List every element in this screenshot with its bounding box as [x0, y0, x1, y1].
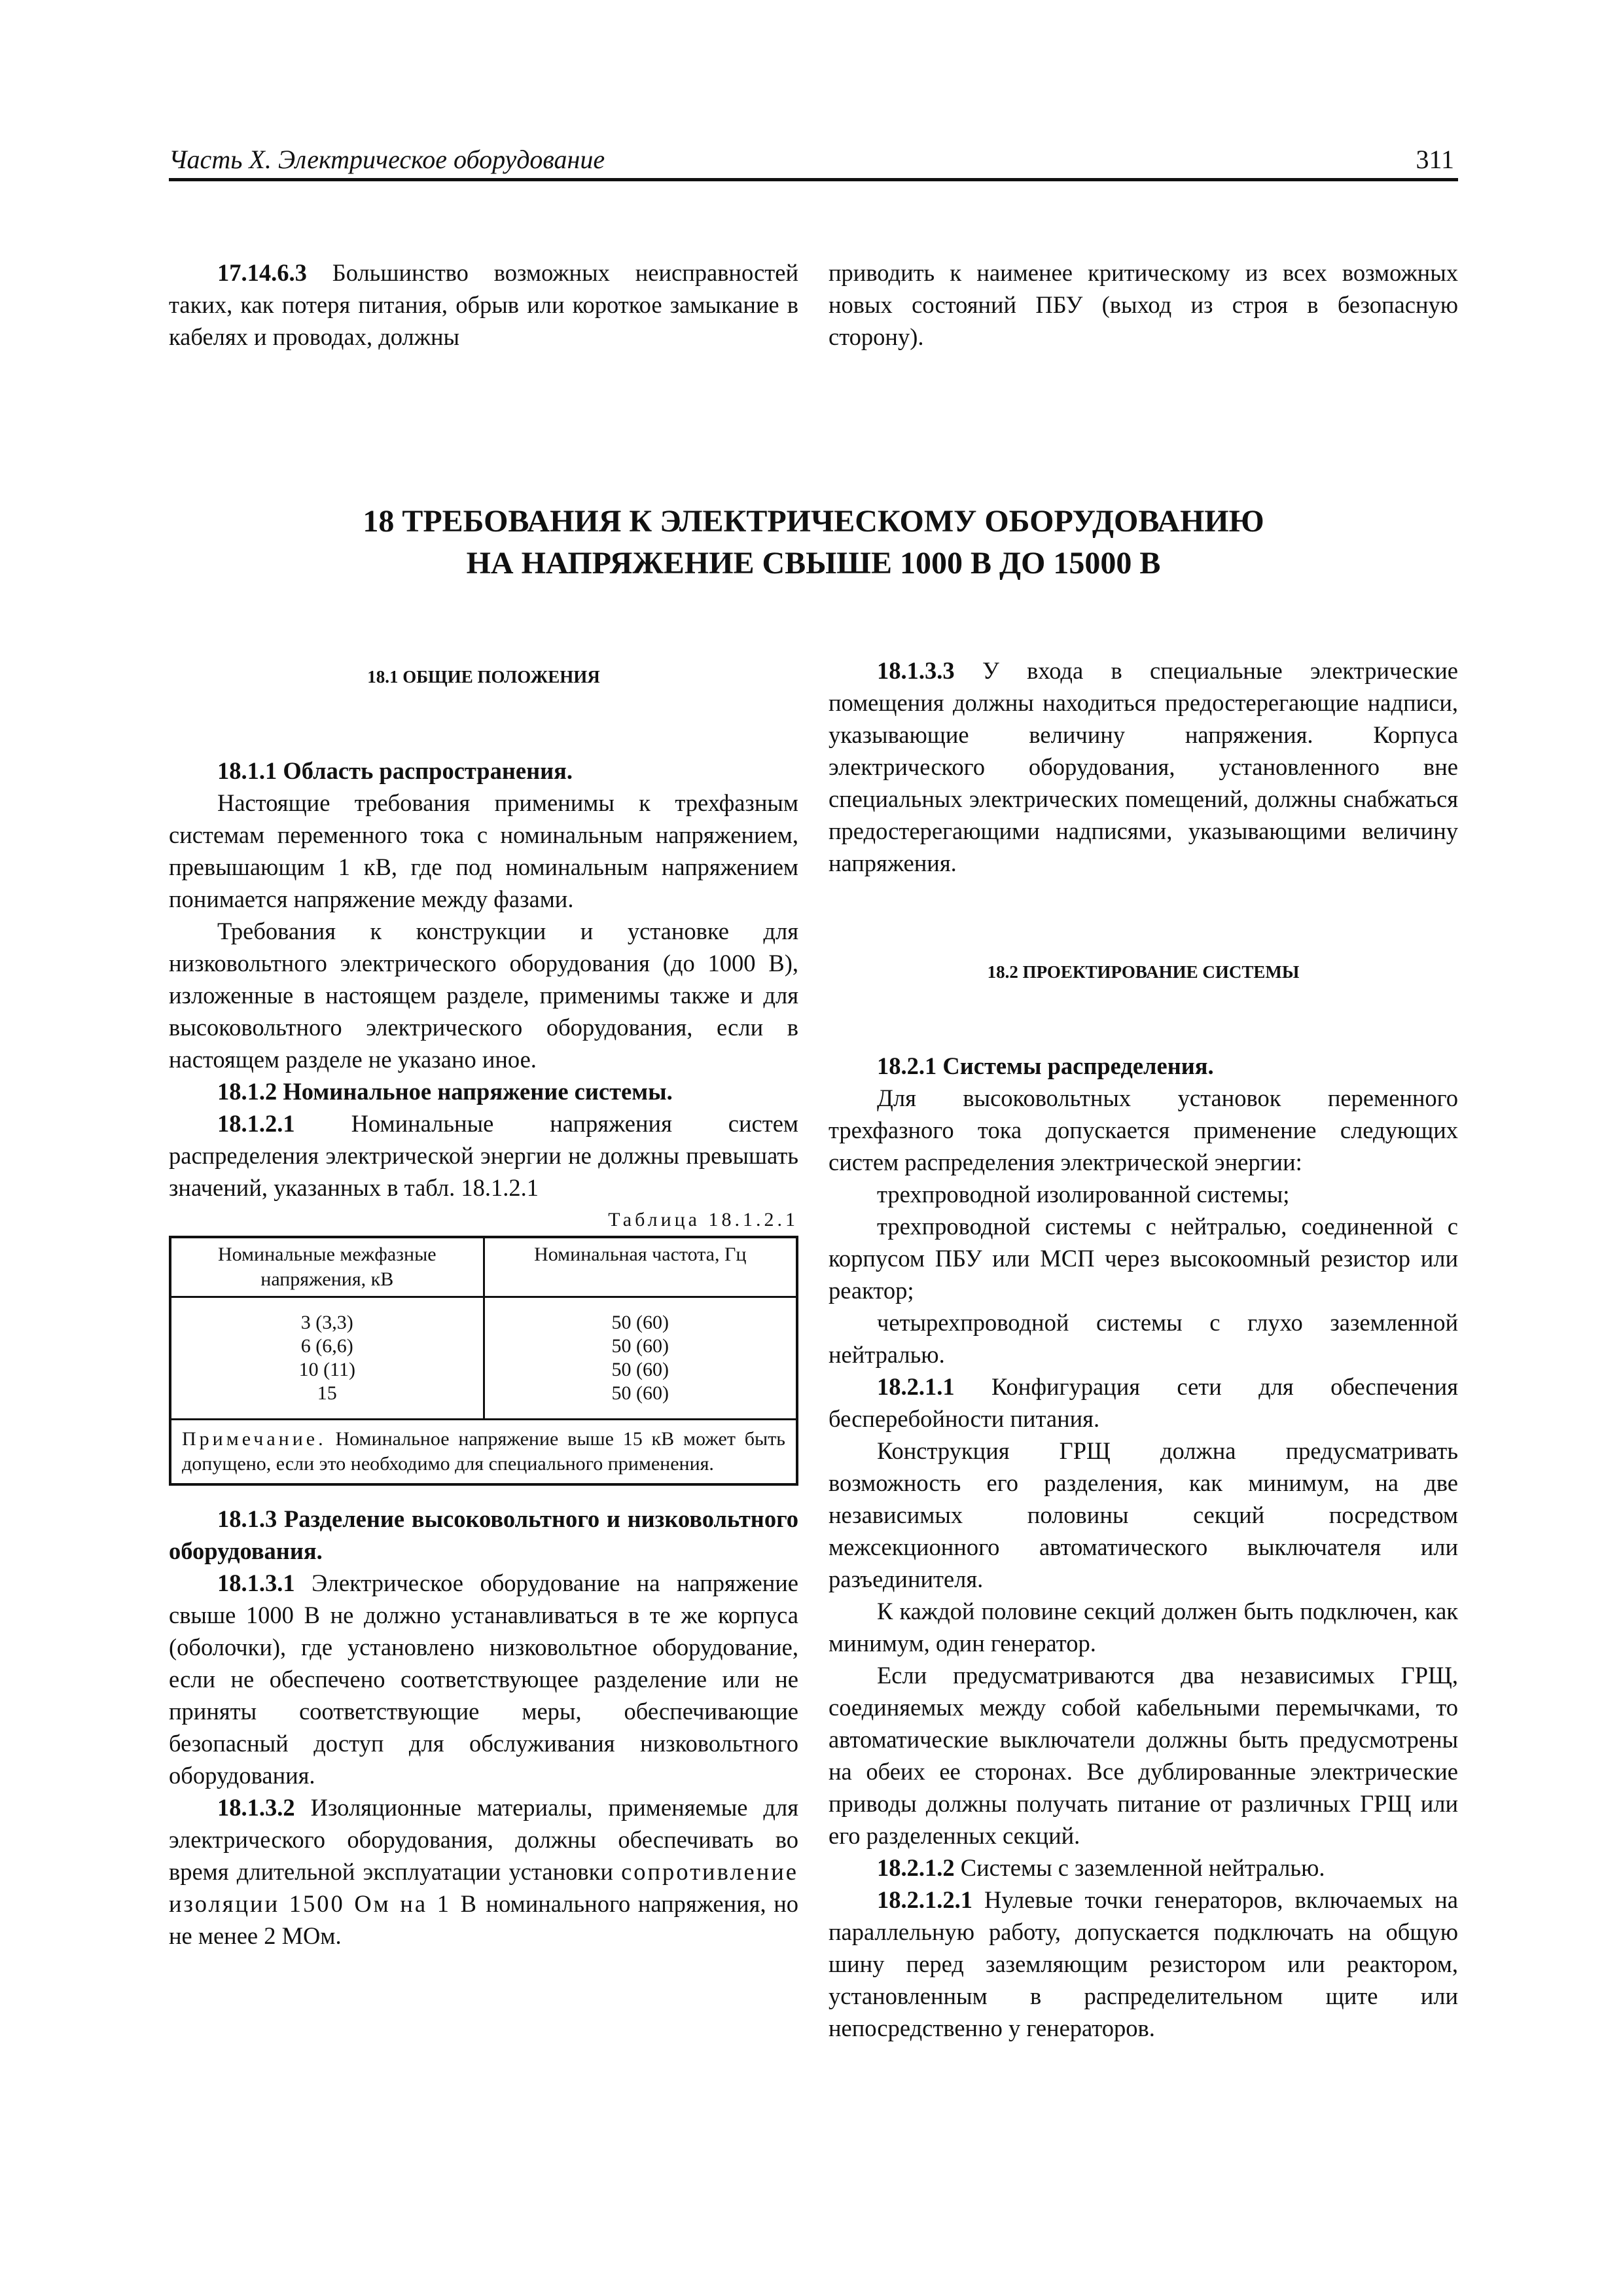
- clause-number: 17.14.6.3: [217, 259, 307, 286]
- voltage-values-cell: [170, 1297, 484, 1420]
- header-part-title: Часть X. Электрическое оборудование: [169, 145, 605, 174]
- paragraph-continuation: приводить к наименее критическому из всех возможных новых состояний ПБУ (выход из строя в безопасную сторону).: [829, 259, 1458, 350]
- clause-number: 18.1.3.3: [877, 657, 955, 684]
- table-cell: 6 (6,6): [300, 1335, 353, 1357]
- table-note: [170, 1420, 797, 1485]
- top-left-column: [169, 257, 798, 353]
- paragraph-text: Нулевые точки генераторов, включаемых на параллельную работу, допускается подключать на общую шину перед заземляющим резистором или реактором, установленным в распределительном щите или непосредственно у генераторов.: [829, 1886, 1458, 2041]
- note-label: Примечание.: [182, 1428, 327, 1450]
- table-cell: 3 (3,3): [300, 1312, 353, 1333]
- table-header-voltage: Номинальные межфазные напряжения, кВ: [170, 1237, 484, 1297]
- paragraph-generator: К каждой половине секций должен быть подключен, как минимум, один генератор.: [829, 1598, 1458, 1657]
- paragraph-distribution-systems: Для высоковольтных установок переменного трехфазного тока допускается применение следующих систем распределения электрической энергии:: [829, 1085, 1458, 1175]
- left-column: [169, 661, 798, 1952]
- paragraph-18-1-3-2: [169, 1791, 798, 1952]
- paragraph-text: Большинство возможных неисправностей таких, как потеря питания, обрыв или короткое замыкание в кабелях и проводах, должны: [169, 259, 798, 350]
- clause-number: 18.2.1.2: [877, 1854, 955, 1881]
- section-heading-18-2: 18.2 ПРОЕКТИРОВАНИЕ СИСТЕМЫ: [987, 962, 1300, 982]
- paragraph-text: Электрическое оборудование на напряжение свыше 1000 В не должно устанавливаться в те же корпуса (оболочки), где установлено низковольтное оборудование, если не обеспечено соответствующее разделение или не приняты соответствующие меры, обеспечивающие безопасный доступ для обслуживания низковольтного оборудования.: [169, 1570, 798, 1789]
- paragraph-text: Конфигурация сети для обеспечения бесперебойности питания.: [829, 1373, 1458, 1432]
- clause-number: 18.1.2.1: [217, 1110, 295, 1137]
- paragraph-text: У входа в специальные электрические помещения должны находиться предостерегающие надписи, указывающие величину напряжения. Корпуса электрического оборудования, установленного вне специальных электрических помещений, должны снабжаться предостерегающими надписями, указывающими величину напряжения.: [829, 657, 1458, 876]
- clause-number: 18.2.1.2.1: [877, 1886, 972, 1913]
- list-item-three-wire-insulated: трехпроводной изолированной системы;: [877, 1181, 1290, 1208]
- chapter-title: [169, 501, 1458, 584]
- section-heading-18-1: 18.1 ОБЩИЕ ПОЛОЖЕНИЯ: [367, 667, 600, 687]
- chapter-title-line-1: 18 ТРЕБОВАНИЯ К ЭЛЕКТРИЧЕСКОМУ ОБОРУДОВАНИЮ: [363, 504, 1264, 539]
- running-header: [169, 139, 1458, 181]
- paragraph-text: Номинальные напряжения систем распределения электрической энергии не должны превышать значений, указанных в табл. 18.1.2.1: [169, 1110, 798, 1201]
- table-header-row: [170, 1237, 797, 1297]
- paragraph-18-1-3-3: [829, 655, 1458, 879]
- top-right-column: [829, 257, 1458, 353]
- paragraph-17-14-6-3: [169, 257, 798, 353]
- heading-18-1-1: 18.1.1 Область распространения.: [217, 757, 573, 784]
- paragraph-switchboard-design: Конструкция ГРЩ должна предусматривать возможность его разделения, как минимум, на две независимых половины секций посредством межсекционного автоматического выключателя или разъединителя.: [829, 1437, 1458, 1592]
- clause-number: 18.2.1.1: [877, 1373, 955, 1400]
- paragraph-text-spaced: сопротивление изоляции 1500 Ом на 1 В: [169, 1858, 798, 1917]
- heading-18-1-2: 18.1.2 Номинальное напряжение системы.: [217, 1078, 673, 1105]
- chapter-title-line-2: НА НАПРЯЖЕНИЕ СВЫШЕ 1000 В ДО 15000 В: [466, 546, 1161, 581]
- table-caption: Таблица 18.1.2.1: [608, 1209, 798, 1230]
- note-text: Номинальное напряжение выше 15 кВ может быть допущено, если это необходимо для специального применения.: [182, 1428, 785, 1475]
- table-header-frequency: Номинальная частота, Гц: [484, 1237, 797, 1297]
- paragraph-text: Системы с заземленной нейтралью.: [954, 1854, 1325, 1881]
- paragraph-18-1-2-1: [169, 1107, 798, 1204]
- voltage-table: [169, 1236, 798, 1486]
- table-cell: 50 (60): [611, 1382, 669, 1404]
- paragraph-text: номинального напряжения, но не менее 2 МОм.: [169, 1890, 798, 1949]
- list-item-four-wire: четырехпроводной системы с глухо заземленной нейтралью.: [829, 1309, 1458, 1368]
- heading-18-1-3: 18.1.3 Разделение высоковольтного и низковольтного оборудования.: [169, 1505, 798, 1564]
- heading-18-2-1: 18.2.1 Системы распределения.: [877, 1052, 1214, 1079]
- paragraph-scope: Настоящие требования применимы к трехфазным системам переменного тока с номинальным напряжением, превышающим 1 кВ, где под номинальным напряжением понимается напряжение между фазами.: [169, 789, 798, 912]
- frequency-values-cell: [484, 1297, 797, 1420]
- paragraph-text: Изоляционные материалы, применяемые для электрического оборудования, должны обеспечивать во время длительной эксплуатации установки: [169, 1794, 798, 1885]
- table-cell: 50 (60): [611, 1312, 669, 1333]
- table-cell: 10 (11): [298, 1359, 355, 1380]
- right-column: [829, 655, 1458, 2044]
- clause-number: 18.1.3.2: [217, 1794, 295, 1821]
- paragraph-18-2-1-1: [829, 1371, 1458, 1435]
- paragraph-18-2-1-2-1: [829, 1884, 1458, 2044]
- paragraph-18-1-3-1: [169, 1567, 798, 1791]
- table-cell: 50 (60): [611, 1359, 669, 1380]
- paragraph-two-switchboards: Если предусматриваются два независимых ГРЩ, соединяемых между собой кабельными перемычками, то автоматические выключатели должны быть предусмотрены на обеих ее сторонах. Все дублированные электрические приводы должны получать питание от различных ГРЩ или его разделенных секций.: [829, 1662, 1458, 1849]
- clause-number: 18.1.3.1: [217, 1570, 295, 1596]
- table-note-row: [170, 1420, 797, 1485]
- paragraph-18-2-1-2: [829, 1852, 1458, 1884]
- table-cell: 15: [317, 1382, 337, 1404]
- list-item-three-wire-neutral: трехпроводной системы с нейтралью, соединенной с корпусом ПБУ или МСП через высокоомный резистор или реактор;: [829, 1213, 1458, 1304]
- paragraph-low-voltage-requirements: Требования к конструкции и установке для низковольтного электрического оборудования (до 1000 В), изложенные в настоящем разделе, применимы также и для высоковольтного электрического оборудования, если в настоящем разделе не указано иное.: [169, 918, 798, 1073]
- page-number: 311: [1416, 145, 1454, 174]
- table-cell: 50 (60): [611, 1335, 669, 1357]
- table-row: [170, 1297, 797, 1420]
